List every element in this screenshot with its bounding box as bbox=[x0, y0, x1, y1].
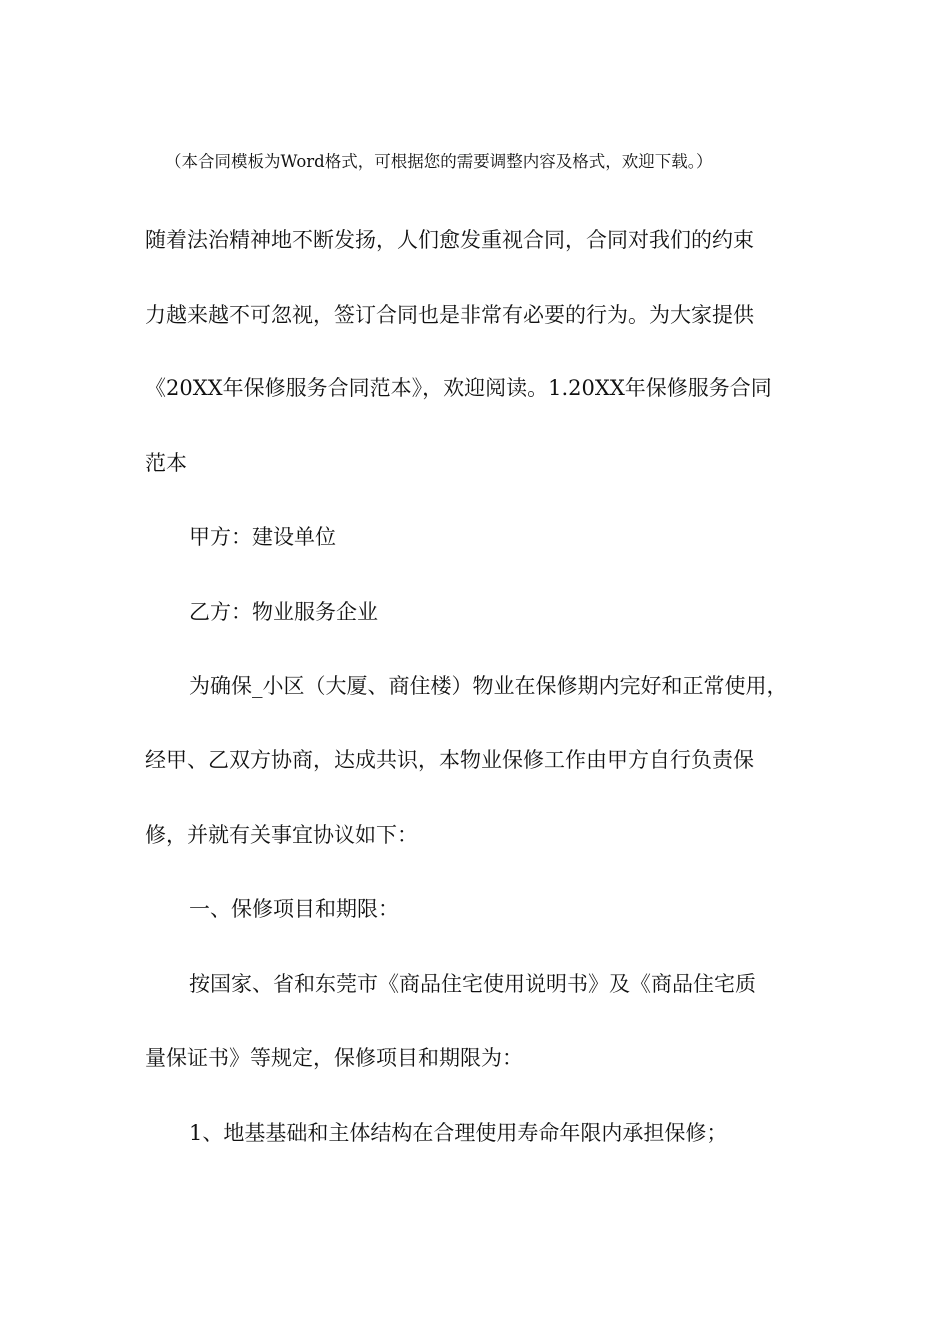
intro-line-2: 力越来越不可忽视，签订合同也是非常有必要的行为。为大家提供 bbox=[145, 303, 754, 327]
section-heading: 一、保修项目和期限： bbox=[189, 897, 399, 921]
purpose-line-2: 经甲、乙双方协商，达成共识，本物业保修工作由甲方自行负责保 bbox=[145, 748, 754, 772]
party-a-line: 甲方：建设单位 bbox=[189, 525, 336, 549]
section-body-line-2: 量保证书》等规定，保修项目和期限为： bbox=[145, 1046, 523, 1070]
intro-line-4: 范本 bbox=[145, 451, 187, 475]
intro-line-3: 《20XX年保修服务合同范本》，欢迎阅读。1.20XX年保修服务合同 bbox=[145, 376, 772, 400]
item-1-line: 1、地基基础和主体结构在合理使用寿命年限内承担保修； bbox=[189, 1121, 728, 1145]
template-note: （本合同模板为Word格式，可根据您的需要调整内容及格式，欢迎下载。） bbox=[165, 152, 713, 171]
purpose-line-3: 修，并就有关事宜协议如下： bbox=[145, 823, 418, 847]
intro-line-1: 随着法治精神地不断发扬，人们愈发重视合同，合同对我们的约束 bbox=[145, 228, 754, 252]
party-b-line: 乙方：物业服务企业 bbox=[189, 600, 378, 624]
purpose-line-1: 为确保_小区（大厦、商住楼）物业在保修期内完好和正常使用， bbox=[189, 674, 788, 698]
section-body-line-1: 按国家、省和东莞市《商品住宅使用说明书》及《商品住宅质 bbox=[189, 972, 756, 996]
